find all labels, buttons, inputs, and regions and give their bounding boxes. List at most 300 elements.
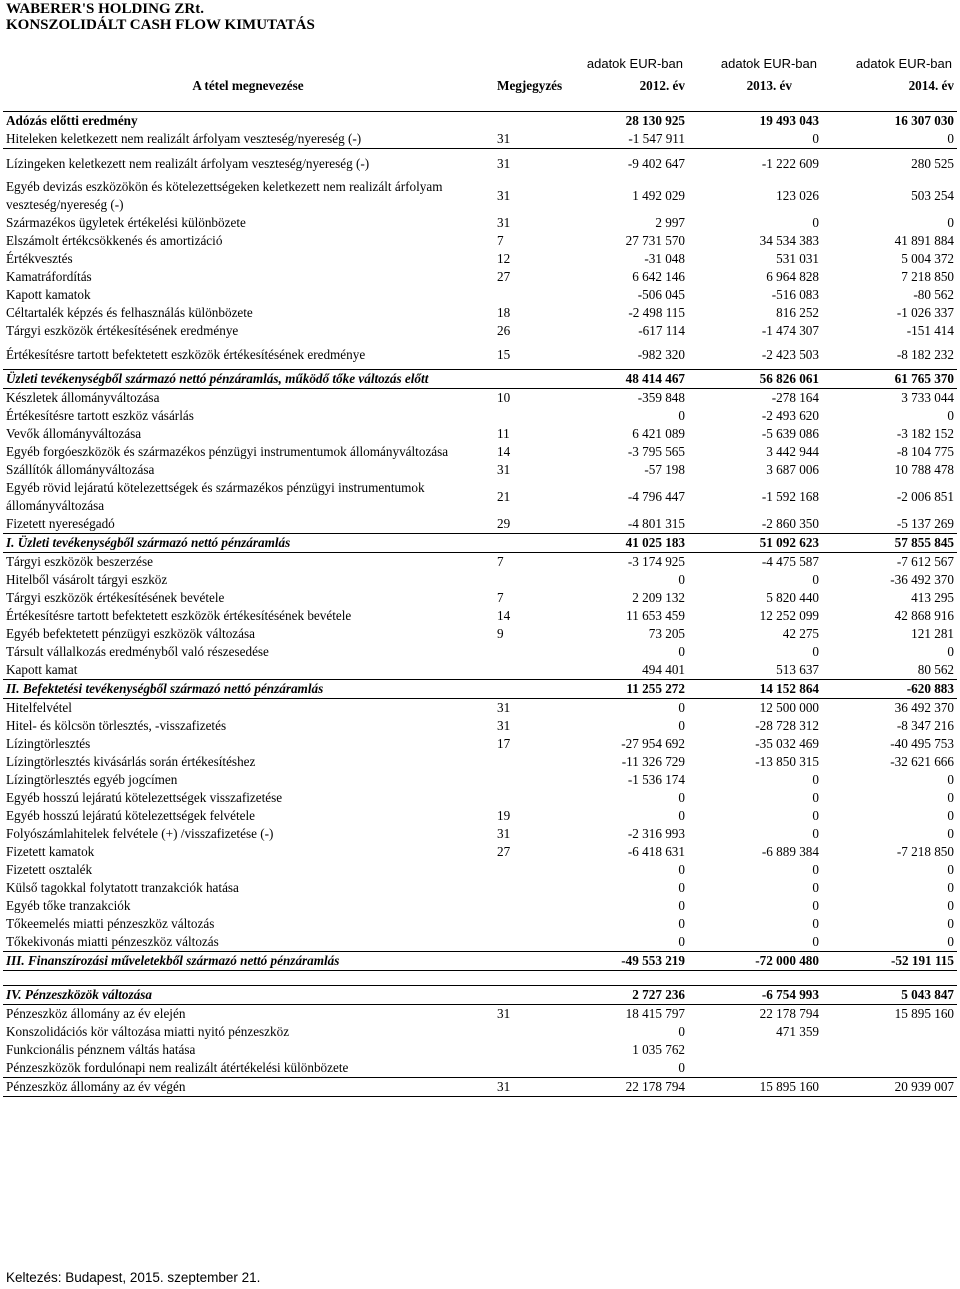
row-note [493,861,588,879]
row-note: 14 [497,444,511,459]
row-value-2013: 12 500 000 [759,700,819,715]
row-note [493,971,588,986]
row-value-2014: 16 307 030 [822,112,957,131]
row-note [493,680,588,699]
row-value-2014: 20 939 007 [822,1078,957,1097]
row-value-2013 [688,971,822,986]
row-value-2014: 10 788 478 [894,462,954,477]
row-note [493,789,588,807]
row-label: Fizetett nyereségadó [3,515,493,534]
row-value-2012: -2 316 993 [627,826,685,841]
table-row [3,322,957,340]
table-row [3,304,957,322]
row-note [493,643,588,661]
row-note: 31 [497,462,511,477]
table-row [3,553,957,572]
row-value-2013: 51 092 623 [688,534,822,553]
row-label: Lízingtörlesztés egyéb jogcímen [6,772,178,787]
row-value-2013: 471 359 [776,1024,819,1039]
row-note: 31 [497,1006,511,1021]
row-value-2012: -982 320 [637,346,685,362]
row-label: Szállítók állományváltozása [6,462,155,477]
table-header-row [3,75,957,97]
row-value-2012: 28 130 925 [588,112,688,131]
row-value-2014: 0 [947,808,954,823]
row-label: Értékesítésre tartott befektetett eszközök értékesítésének bevétele [6,608,352,623]
row-label: Egyéb rövid lejáratú kötelezettségek és származékos pénzügyi instrumentumok állományváltozása [6,480,425,513]
table-row [3,250,957,268]
table-row [3,461,957,479]
table-row [3,717,957,735]
row-label: Lízingtörlesztés kivásárlás során értékesítéshez [6,754,256,769]
row-value-2013: -72 000 480 [688,952,822,971]
row-label: Céltartalék képzés és felhasználás különbözete [6,305,253,320]
row-label: Pénzeszközök fordulónapi nem realizált átértékelési különbözete [3,1059,493,1078]
row-value-2013 [688,97,822,112]
row-label: Pénzeszköz állomány az év elején [6,1006,186,1021]
row-value-2012: 73 205 [648,626,685,641]
row-label: IV. Pénzeszközök változása [3,986,493,1005]
row-value-2012: -6 418 631 [627,844,685,859]
row-value-2013: -2 860 350 [688,515,822,534]
row-note: 17 [497,736,511,751]
row-label: Hiteleken keletkezett nem realizált árfolyam veszteség/nyereség (-) [3,130,493,149]
row-value-2013: 34 534 383 [759,233,819,248]
row-label: Készletek állományváltozása [6,390,160,405]
row-value-2013: 123 026 [776,188,819,203]
cash-flow-table [3,75,957,1097]
row-value-2014: 7 218 850 [901,269,954,284]
row-value-2012: 11 255 272 [588,680,688,699]
row-value-2012: 27 731 570 [625,233,685,248]
table-row [3,735,957,753]
row-value-2012: 6 642 146 [632,269,685,284]
row-value-2013: 0 [812,808,819,823]
row-value-2012: 0 [678,880,685,895]
row-value-2012: 0 [678,862,685,877]
row-value-2014: 0 [947,880,954,895]
row-label: Egyéb hosszú lejáratú kötelezettségek visszafizetése [6,790,283,805]
row-value-2012: 0 [678,644,685,659]
row-value-2014: 0 [947,826,954,841]
row-note: 7 [497,233,504,248]
row-value-2013: 3 442 944 [766,444,819,459]
row-value-2012: -49 553 219 [588,952,688,971]
row-label: Funkcionális pénznem váltás hatása [6,1042,196,1057]
row-note: 27 [497,844,511,859]
row-value-2013: 42 275 [782,626,819,641]
row-label [3,971,493,986]
row-value-2012: 494 401 [588,661,688,680]
table-row [3,515,957,534]
table-row [3,407,957,425]
row-value-2014: -8 104 775 [896,444,954,459]
row-value-2014: -620 883 [822,680,957,699]
table-row [3,1041,957,1059]
row-value-2012: 0 [678,916,685,931]
row-value-2012: -27 954 692 [621,736,685,751]
table-row [3,771,957,789]
row-value-2012: -617 114 [638,323,685,338]
row-value-2012: 1 035 762 [632,1042,685,1057]
table-row [3,268,957,286]
row-label: Hitelfelvétel [6,700,72,715]
row-value-2014: 0 [947,772,954,787]
table-row [3,643,957,661]
column-header-2012: 2012. év [639,78,685,93]
table-row [3,149,957,179]
row-note: 31 [497,826,511,841]
row-value-2013: 531 031 [776,251,819,266]
row-value-2013: 5 820 440 [766,590,819,605]
row-value-2014: -80 562 [913,287,954,302]
row-value-2012: -359 848 [637,390,685,405]
row-value-2014: -52 191 115 [822,952,957,971]
row-value-2012: 1 492 029 [632,188,685,203]
row-value-2013: 0 [812,880,819,895]
row-note [493,661,588,680]
row-value-2014: 0 [947,644,954,659]
row-value-2014: -5 137 269 [822,515,957,534]
row-value-2014: 61 765 370 [822,370,957,389]
row-value-2013: 0 [812,772,819,787]
row-note: 31 [497,700,511,715]
row-note: 31 [497,215,511,230]
row-value-2012: -1 547 911 [588,130,688,149]
row-value-2012: -3 174 925 [627,554,685,569]
footer-date: Keltezés: Budapest, 2015. szeptember 21. [6,1270,261,1285]
row-value-2013: 19 493 043 [688,112,822,131]
table-row [3,699,957,718]
row-value-2013: -2 493 620 [761,408,819,423]
row-label [3,97,493,112]
row-label: II. Befektetési tevékenységből származó nettó pénzáramlás [3,680,493,699]
row-note [493,112,588,131]
row-note [493,879,588,897]
row-label: Tárgyi eszközök értékesítésének eredménye [6,323,239,338]
row-value-2013: 12 252 099 [759,608,819,623]
row-value-2012: 11 653 459 [626,608,685,623]
row-value-2014: 3 733 044 [901,390,954,405]
table-row [3,571,957,589]
row-note [493,933,588,952]
row-value-2013: -278 164 [771,390,819,405]
row-value-2013: 816 252 [776,305,819,320]
row-value-2014: 280 525 [911,155,954,171]
table-row [3,589,957,607]
table-row [3,479,957,515]
row-value-2013: 22 178 794 [759,1006,819,1021]
row-note [493,1023,588,1041]
table-row [3,1005,957,1024]
row-value-2014: -151 414 [906,323,954,338]
row-value-2012: -506 045 [637,287,685,302]
row-value-2014: 80 562 [822,661,957,680]
table-row [3,625,957,643]
row-value-2014: 36 492 370 [894,700,954,715]
table-row [3,680,957,699]
row-note [493,952,588,971]
row-value-2012 [588,971,688,986]
row-label: Lízingeken keletkezett nem realizált árfolyam veszteség/nyereség (-) [6,155,370,171]
row-label: I. Üzleti tevékenységből származó nettó pénzáramlás [3,534,493,553]
row-note [493,915,588,933]
row-value-2014 [822,971,957,986]
row-value-2014: -36 492 370 [890,572,954,587]
row-value-2014: -7 218 850 [896,844,954,859]
row-value-2012: 0 [678,898,685,913]
row-note: 27 [497,269,511,284]
row-value-2013: 3 687 006 [766,462,819,477]
row-label: Egyéb befektetett pénzügyi eszközök változása [6,626,255,641]
table-row [3,789,957,807]
table-row [3,897,957,915]
row-value-2012: 18 415 797 [625,1006,685,1021]
row-value-2014: -2 006 851 [896,489,954,504]
row-label: Tárgyi eszközök beszerzése [6,554,153,569]
unit-label-2013: adatok EUR-ban [720,56,817,71]
row-label: Fizetett kamatok [6,844,95,859]
table-row [3,933,957,952]
row-value-2012: 41 025 183 [588,534,688,553]
table-row [3,1078,957,1097]
row-value-2014: 413 295 [911,590,954,605]
row-value-2013: 14 152 864 [688,680,822,699]
row-label: Tárgyi eszközök értékesítésének bevétele [6,590,225,605]
row-label: Tőkekivonás miatti pénzeszköz változás [3,933,493,952]
statement-title: KONSZOLIDÁLT CASH FLOW KIMUTATÁS [6,17,315,33]
row-label: Pénzeszköz állomány az év végén [3,1078,493,1097]
row-value-2014: 503 254 [911,188,954,203]
row-value-2013: 56 826 061 [688,370,822,389]
row-value-2013: 6 964 828 [766,269,819,284]
table-row [3,879,957,897]
row-value-2014 [822,1041,957,1059]
row-value-2012 [588,97,688,112]
row-label: Hitelből vásárolt tárgyi eszköz [6,572,168,587]
row-value-2014: 0 [822,933,957,952]
row-value-2013: 0 [812,916,819,931]
row-value-2013: 0 [812,898,819,913]
row-value-2014: 0 [947,408,954,423]
row-value-2014: -1 026 337 [896,305,954,320]
table-row [3,753,957,771]
row-note [493,1041,588,1059]
row-value-2013: 0 [688,130,822,149]
row-value-2014: -7 612 567 [896,554,954,569]
row-value-2014: 0 [822,130,957,149]
column-header-label: A tétel megnevezése [192,78,304,93]
row-value-2013: -1 592 168 [761,489,819,504]
row-label: Kapott kamat [3,661,493,680]
row-value-2014: -8 347 216 [896,718,954,733]
spacer-row [3,97,957,112]
table-row [3,825,957,843]
row-value-2013: -4 475 587 [761,554,819,569]
row-value-2014: 41 891 884 [894,233,954,248]
row-label: Egyéb hosszú lejáratú kötelezettségek felvétele [6,808,255,823]
row-value-2012: 0 [678,1024,685,1039]
row-value-2014: 57 855 845 [822,534,957,553]
row-value-2012: 6 421 089 [632,426,685,441]
row-value-2013: -1 474 307 [761,323,819,338]
row-note [493,286,588,304]
row-value-2013 [688,1059,822,1078]
row-label: Üzleti tevékenységből származó nettó pénzáramlás, működő tőke változás előtt [3,370,493,389]
row-note [493,571,588,589]
table-body [3,97,957,1097]
row-value-2014 [822,1023,957,1041]
table-row [3,340,957,370]
row-label: Egyéb forgóeszközök és származékos pénzügyi instrumentumok állományváltozása [6,444,449,459]
row-value-2014: -32 621 666 [890,754,954,769]
table-row [3,130,957,149]
row-value-2014: 0 [947,215,954,230]
row-value-2012: -3 795 565 [627,444,685,459]
row-value-2012: 22 178 794 [588,1078,688,1097]
row-value-2013 [688,1041,822,1059]
row-value-2014 [822,97,957,112]
row-value-2013: 0 [812,862,819,877]
table-row [3,807,957,825]
row-value-2014: 0 [947,898,954,913]
row-note: 31 [493,130,588,149]
row-label: Kamatráfordítás [6,269,92,284]
row-value-2014: -40 495 753 [890,736,954,751]
row-value-2013: 0 [688,933,822,952]
row-value-2012: 2 209 132 [632,590,685,605]
row-value-2012: 2 727 236 [588,986,688,1005]
row-note [493,897,588,915]
row-label: Értékesítésre tartott eszköz vásárlás [6,408,194,423]
row-value-2014: -3 182 152 [896,426,954,441]
company-name: WABERER'S HOLDING ZRt. [6,1,204,17]
table-row [3,214,957,232]
row-label: Egyéb devizás eszközökön és kötelezettségeken keletkezett nem realizált árfolyam veszteség/nyereség (-) [6,179,443,212]
row-value-2013: 15 895 160 [688,1078,822,1097]
row-value-2013: 513 637 [688,661,822,680]
row-value-2012: 48 414 467 [588,370,688,389]
row-note: 10 [497,390,511,405]
row-value-2014: -8 182 232 [896,346,954,362]
row-value-2012: 2 997 [655,215,685,230]
row-value-2014 [822,1059,957,1078]
table-row [3,178,957,214]
table-row [3,232,957,250]
row-label: Tőkeemelés miatti pénzeszköz változás [6,916,215,931]
row-value-2012: 0 [678,408,685,423]
row-value-2013: -516 083 [771,287,819,302]
row-value-2013: 0 [812,215,819,230]
row-label: Adózás előtti eredmény [3,112,493,131]
row-note: 29 [493,515,588,534]
row-note: 11 [497,426,510,441]
row-value-2013: -35 032 469 [755,736,819,751]
row-label: Értékvesztés [6,251,73,266]
row-label: Folyószámlahitelek felvétele (+) /visszafizetése (-) [6,826,274,841]
row-value-2012: -1 536 174 [627,772,685,787]
row-label: Társult vállalkozás eredményből való részesedése [6,644,269,659]
row-note: 14 [497,608,511,623]
table-row [3,112,957,131]
row-value-2012: -9 402 647 [627,155,685,171]
column-header-2013: 2013. év [746,78,792,93]
row-label: Elszámolt értékcsökkenés és amortizáció [6,233,223,248]
row-value-2012: 0 [678,808,685,823]
row-label: Értékesítésre tartott befektetett eszközök értékesítésének eredménye [6,346,366,362]
row-value-2014: 5 004 372 [901,251,954,266]
row-value-2012: 0 [678,700,685,715]
table-row [3,1059,957,1078]
row-value-2013: 0 [812,572,819,587]
row-label: Kapott kamatok [6,287,91,302]
row-label: Vevők állományváltozása [6,426,142,441]
row-label: Lízingtörlesztés [6,736,91,751]
row-label: Egyéb tőke tranzakciók [6,898,131,913]
table-row [3,843,957,861]
table-row [3,952,957,971]
row-note: 19 [497,808,511,823]
row-value-2012: 0 [678,790,685,805]
row-note [493,771,588,789]
table-row [3,443,957,461]
row-note: 31 [497,188,511,203]
row-note: 12 [497,251,511,266]
row-value-2014: 0 [947,790,954,805]
row-note: 21 [497,489,511,504]
table-row [3,607,957,625]
row-value-2013: -28 728 312 [755,718,819,733]
row-value-2013: 0 [812,826,819,841]
row-note: 31 [497,718,511,733]
row-value-2014: 15 895 160 [894,1006,954,1021]
row-value-2012: -4 801 315 [588,515,688,534]
row-value-2012: 0 [678,572,685,587]
row-note [493,407,588,425]
row-label: Származékos ügyletek értékelési különbözete [6,215,246,230]
row-note: 9 [497,626,504,641]
table-row [3,861,957,879]
row-value-2012: -57 198 [644,462,685,477]
row-note [493,370,588,389]
table-row [3,915,957,933]
row-value-2012: 0 [678,718,685,733]
row-value-2012: 0 [588,933,688,952]
row-note [493,753,588,771]
row-value-2013: 0 [812,790,819,805]
row-value-2014: 5 043 847 [822,986,957,1005]
table-row [3,986,957,1005]
row-value-2012: -31 048 [644,251,685,266]
column-header-2014: 2014. év [908,78,954,93]
row-value-2013: 0 [812,644,819,659]
row-note [493,97,588,112]
row-value-2013: -2 423 503 [761,346,819,362]
row-note [493,986,588,1005]
row-value-2013: -6 754 993 [688,986,822,1005]
row-value-2012: -2 498 115 [628,305,685,320]
row-label: Hitel- és kölcsön törlesztés, -visszafizetés [6,718,227,733]
table-row [3,425,957,443]
row-label: III. Finanszírozási műveletekből származó nettó pénzáramlás [3,952,493,971]
table-row [3,370,957,389]
table-row [3,389,957,408]
row-label: Fizetett osztalék [6,862,93,877]
row-value-2014: 0 [947,916,954,931]
row-value-2014: 42 868 916 [894,608,954,623]
table-row [3,286,957,304]
row-label: Külső tagokkal folytatott tranzakciók hatása [6,880,239,895]
